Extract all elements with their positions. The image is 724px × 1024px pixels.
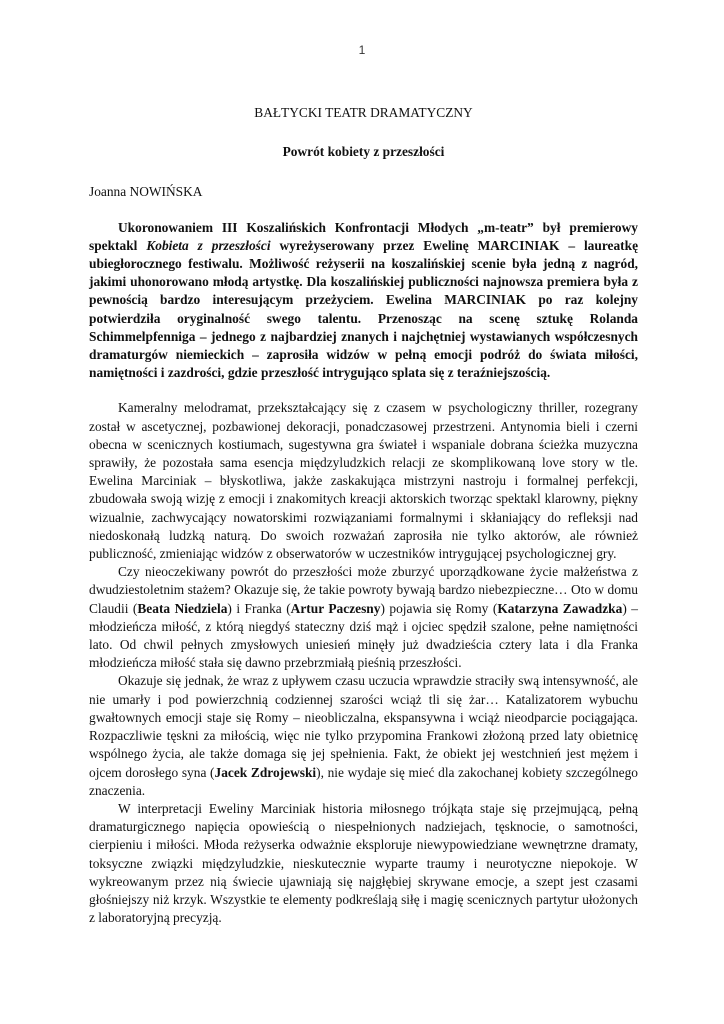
actor-katarzyna-zawadzka: Katarzyna Zawadzka bbox=[497, 600, 623, 616]
lead-text-1: Ukoronowaniem III Koszalińskich Konfrontacji Młodych „m-teatr” był premierowy spektakl bbox=[89, 219, 638, 253]
paragraph-2 bbox=[89, 563, 638, 672]
p2-text-3: ) pojawia się Romy ( bbox=[380, 600, 498, 616]
theatre-heading: BAŁTYCKI TEATR DRAMATYCZNY bbox=[254, 105, 473, 120]
actor-jacek-zdrojewski: Jacek Zdrojewski bbox=[214, 764, 317, 780]
p2-text-1: Czy nieoczekiwany powrót do przeszłości może zburzyć uporządkowane życie małżeństwa z dwudziestoletnim stażem? Okazuje się, że takie powroty bywają bardzo niebezpieczne… Oto w domu Claudii ( bbox=[89, 564, 638, 616]
play-title: Kobieta z przeszłości bbox=[146, 237, 271, 253]
actor-beata-niedziela: Beata Niedziela bbox=[137, 600, 228, 616]
p3-text-2: ), nie wydaje się mieć dla zakochanej kobiety szczególnego znaczenia. bbox=[89, 764, 638, 798]
paragraph-4: W interpretacji Eweliny Marciniak historia miłosnego trójkąta staje się przejmującą, pełną dramaturgicznego napięcia opowieścią o niespełnionych nadziejach, tęsknocie, o samotności, cierpieniu i miłości. Młoda reżyserka odważnie eksploruje niewypowiedziane wewnętrzne dramaty, toksyczne związki międzyludzkie, nieskutecznie wyparte traumy i neurotyczne niepokoje. W wykreowanym przez nią świecie ujawniają się najgłębiej skrywane emocje, a szept jest czasami głośniejszy niż krzyk. Wszystkie te elementy podkreślają siłę i magię scenicznych partytur ułożonych z laboratoryjną precyzją. bbox=[89, 800, 638, 926]
p2-text-2: ) i Franka ( bbox=[227, 600, 291, 616]
paragraph-3 bbox=[89, 672, 638, 799]
actor-artur-paczesny: Artur Paczesny bbox=[290, 600, 381, 616]
p2-text-4: ) – młodzieńcza miłość, z którą niegdyś stateczny dziś mąż i ojciec spędził szalone, pełne namiętności lato. Od chwil pełnych zmysłowych uniesień minęły już dwadzieścia cztery lata i dla Franka młodzieńcza miłość stała się dawno przebrzmiałą pieśnią przeszłości. bbox=[89, 600, 638, 671]
lead-paragraph bbox=[89, 219, 638, 383]
article-title: Powrót kobiety z przeszłości bbox=[282, 144, 445, 160]
page-number: 1 bbox=[358, 43, 366, 57]
lead-text-2: wyreżyserowany przez Ewelinę MARCINIAK – laureatkę ubiegłorocznego festiwalu. Możliwość reżyserii na koszalińskiej scenie była jedną z nagród, jakimi uhonorowano młodą artystkę. Dla koszalińskiej publiczności najnowsza premiera była z pewnością bardzo interesującym przeżyciem. Ewelina MARCINIAK po raz kolejny potwierdziła oryginalność swego talentu. Przenosząc na scenę sztukę Rolanda Schimmelpfenniga – jednego z najbardziej znanych i najchętniej wystawianych współczesnych dramaturgów niemieckich – zaprosiła widzów w pełną emocji podróż do świata miłości, namiętności i zazdrości, gdzie przeszłość intrygująco splata się z teraźniejszością. bbox=[89, 237, 639, 381]
paragraph-1: Kameralny melodramat, przekształcający się z czasem w psychologiczny thriller, rozegrany został w ascetycznej, pozbawionej dekoracji, ponadczasowej przestrzeni. Antynomia bieli i czerni obecna w scenicznych kostiumach, sugestywna gra świateł i wspaniale dobrana ścieżka muzyczna sprawiły, że pozostała sama esencja międzyludzkich relacji ze skomplikowaną love story w tle. Ewelina Marciniak – błyskotliwa, jakże zaskakująca mistrzyni nastroju i formalnej perfekcji, zbudowała swoją wizję z emocji i znakomitych kreacji aktorskich tworząc spektakl klarowny, piękny wizualnie, zachwycający nowatorskimi rozwiązaniami formalnymi i skłaniający do refleksji nad niedoskonałą ludzką naturą. Do swoich rozważań zaprosiła nie tylko aktorów, ale również publiczność, zmieniając widzów z obserwatorów w uczestników intrygującej psychologicznej gry. bbox=[89, 400, 638, 562]
p3-text-1: Okazuje się jednak, że wraz z upływem czasu uczucia wprawdzie straciły swą intensywność, ale nie umarły i pod powierzchnią codziennej szarości wciąż tli się żar… Katalizatorem wybuchu gwałtownych emocji staje się Romy – nieobliczalna, ekspansywna i wciąż nieodparcie pociągająca. Rozpaczliwie tęskni za miłością, więc nie tylko przypomina Frankowi złożoną przed laty obietnicę wspólnego życia, ale także domaga się jej spełnienia. Fakt, że obiekt jej westchnień jest mężem i ojcem dorosłego syna ( bbox=[89, 673, 638, 780]
article-body bbox=[89, 100, 638, 927]
author-name: Joanna NOWIŃSKA bbox=[89, 184, 203, 200]
